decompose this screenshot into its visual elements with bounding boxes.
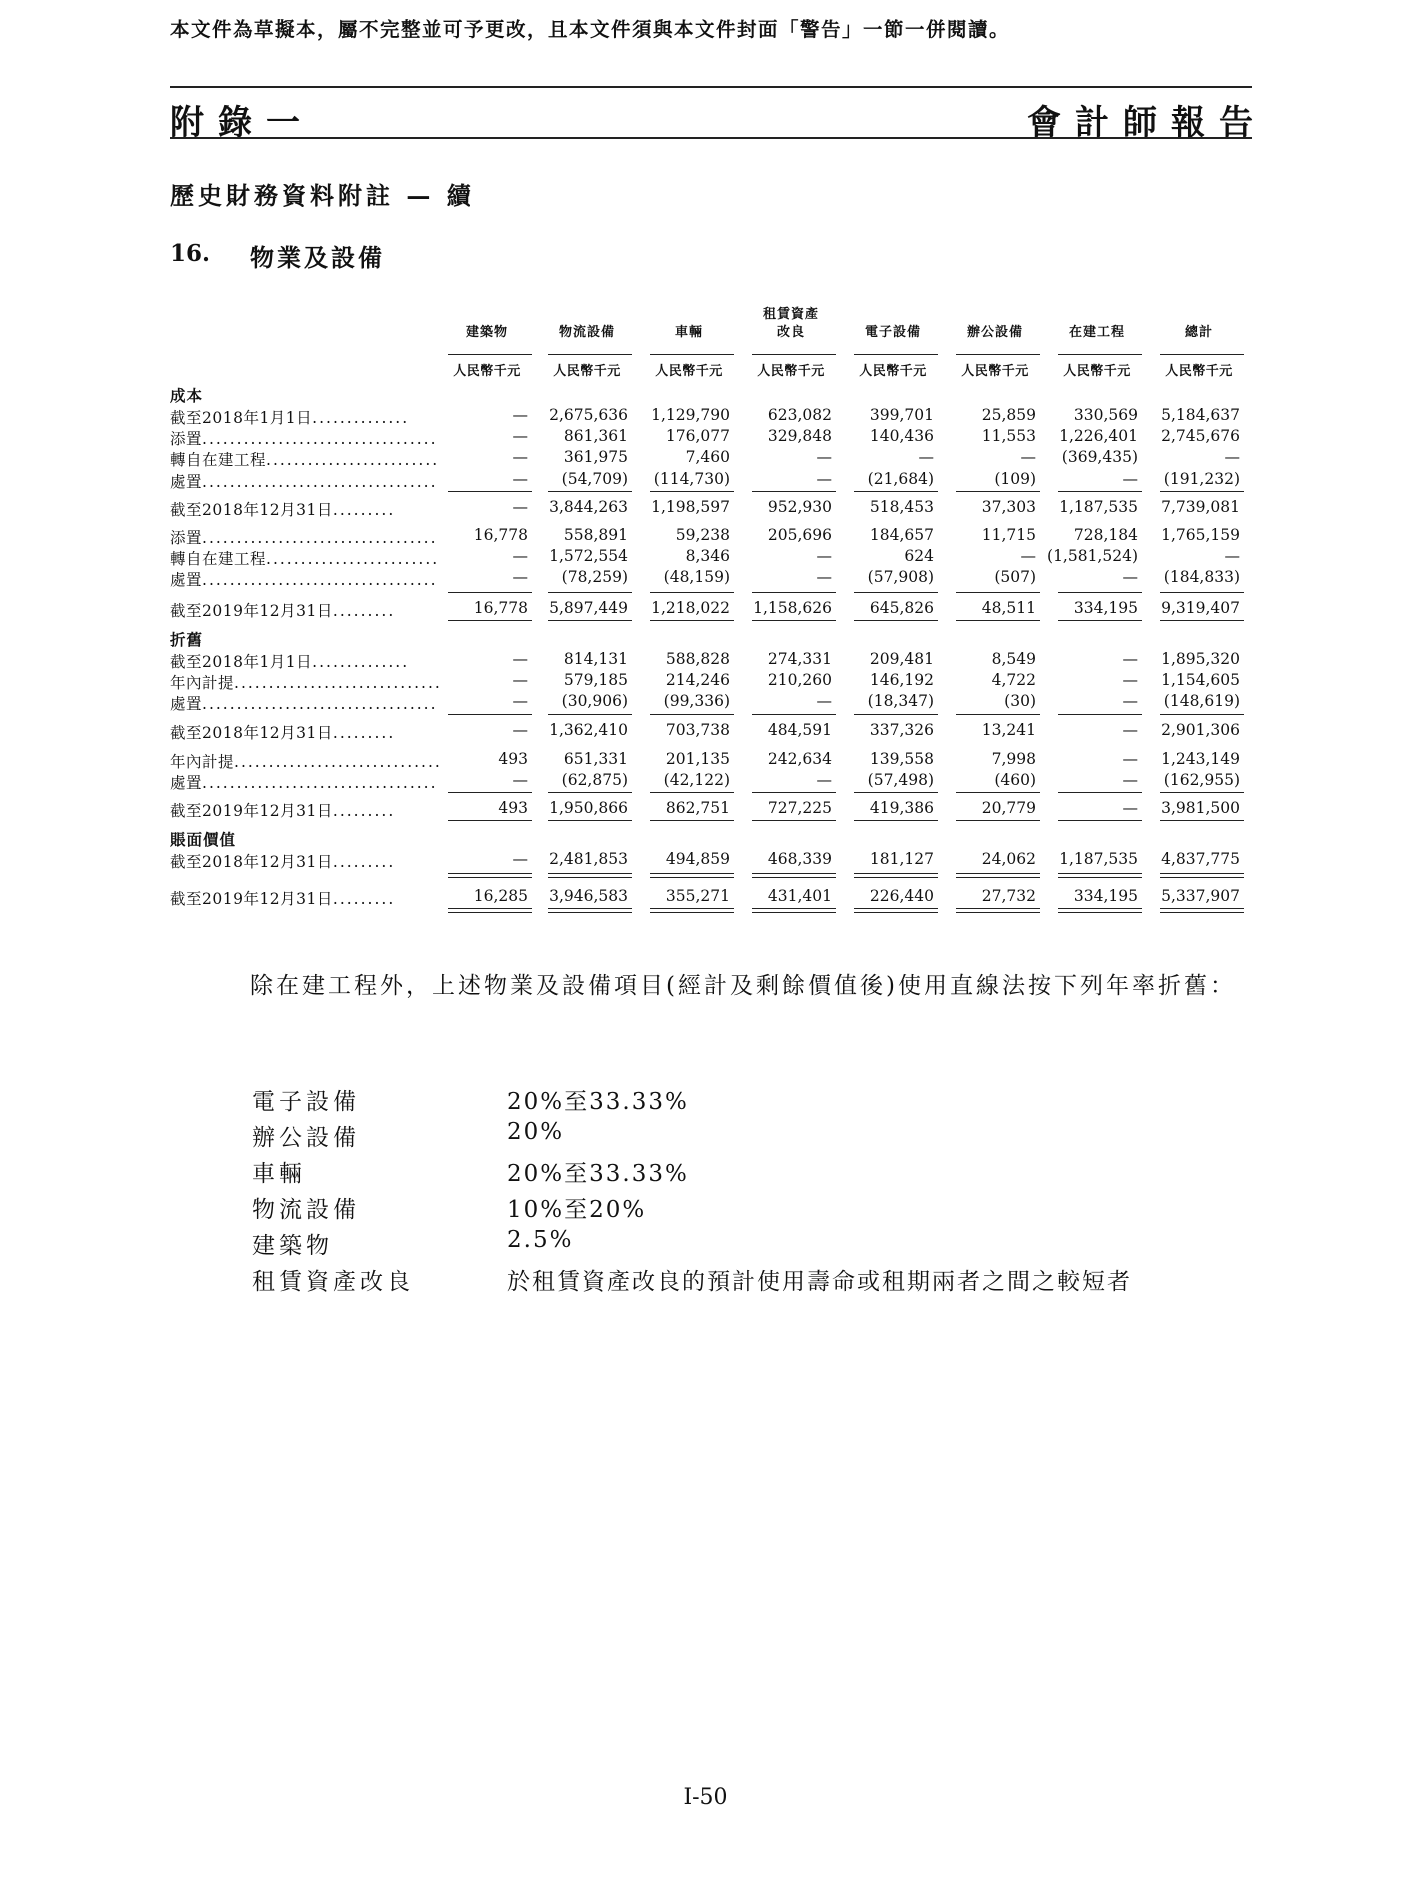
table-cell: 5,897,449 [549, 599, 628, 617]
table-cell: 1,187,535 [1059, 850, 1138, 868]
table-cell: (1,581,524) [1047, 547, 1138, 565]
table-cell: — [816, 448, 832, 466]
total-double-rule [854, 908, 938, 913]
table-cell: — [816, 547, 832, 565]
row-label-text: 年內計提 [170, 674, 235, 692]
row-label [170, 498, 395, 520]
table-cell: (57,498) [867, 771, 934, 789]
total-double-rule [956, 873, 1040, 878]
table-cell: 214,246 [665, 671, 730, 689]
table-cell: 1,218,022 [651, 599, 730, 617]
draft-disclaimer: 本文件為草擬本，屬不完整並可予更改，且本文件須與本文件封面「警告」一節一併閱讀。 [170, 18, 1011, 41]
table-cell: 3,981,500 [1161, 799, 1240, 817]
table-cell: — [816, 771, 832, 789]
subtotal-rule [956, 792, 1040, 793]
table-cell: 493 [498, 799, 528, 817]
leader-dots: .............................. [234, 674, 442, 692]
rate-value: 20% [507, 1119, 565, 1145]
total-double-rule [548, 908, 632, 913]
table-cell: (162,955) [1163, 771, 1240, 789]
rate-category: 租賃資產改良 [252, 1269, 414, 1295]
subtotal-rule [448, 714, 532, 715]
row-label [170, 721, 395, 743]
table-cell: 209,481 [869, 650, 934, 668]
table-cell: — [512, 406, 528, 424]
subtotal-rule [1160, 491, 1244, 492]
table-cell: 727,225 [767, 799, 832, 817]
leader-dots: .................................. [202, 473, 438, 491]
table-cell: 651,331 [563, 750, 628, 768]
table-cell: (507) [994, 568, 1036, 586]
row-label [170, 887, 395, 909]
row-label-text: 添置 [170, 529, 203, 547]
column-header: 總計 [1184, 325, 1213, 340]
subtotal-rule [448, 792, 532, 793]
table-cell: 5,337,907 [1161, 887, 1240, 905]
table-cell: 8,346 [685, 547, 730, 565]
table-cell: — [918, 448, 934, 466]
table-cell: 1,154,605 [1161, 671, 1240, 689]
subtotal-rule [650, 491, 734, 492]
table-cell: 493 [498, 750, 528, 768]
column-unit-rule [1160, 354, 1244, 355]
subtotal-rule [548, 592, 632, 593]
table-cell: (114,730) [653, 470, 730, 488]
table-cell: — [512, 692, 528, 710]
table-cell: 274,331 [767, 650, 832, 668]
table-cell: 59,238 [675, 526, 730, 544]
table-cell: 1,362,410 [549, 721, 628, 739]
column-header: 建築物 [465, 325, 508, 340]
total-double-rule [650, 873, 734, 878]
table-cell: 579,185 [563, 671, 628, 689]
rate-value: 10%至20% [507, 1197, 647, 1223]
table-cell: 494,859 [665, 850, 730, 868]
table-cell: (369,435) [1061, 448, 1138, 466]
table-cell: — [1020, 547, 1036, 565]
total-double-rule [548, 873, 632, 878]
table-cell: 431,401 [767, 887, 832, 905]
subtotal-rule [752, 820, 836, 821]
column-unit-rule [1058, 354, 1142, 355]
table-cell: 1,950,866 [549, 799, 628, 817]
subtotal-rule [548, 620, 632, 621]
subtotal-rule [854, 820, 938, 821]
column-header: 物流設備 [558, 325, 615, 340]
subtotal-rule [448, 620, 532, 621]
table-cell: 484,591 [767, 721, 832, 739]
leader-dots: ......... [332, 724, 396, 742]
table-cell: 399,701 [869, 406, 934, 424]
column-header: 辦公設備 [966, 325, 1023, 340]
subtotal-rule [650, 714, 734, 715]
subtotal-rule [650, 820, 734, 821]
leader-dots: .................................. [202, 430, 438, 448]
table-cell: 146,192 [869, 671, 934, 689]
subtotal-rule [1160, 620, 1244, 621]
table-cell: 1,895,320 [1161, 650, 1240, 668]
table-cell: (54,709) [561, 470, 628, 488]
leader-dots: ......................... [266, 451, 440, 469]
table-cell: 624 [904, 547, 934, 565]
leader-dots: ......... [332, 501, 396, 519]
leader-dots: .............. [312, 653, 410, 671]
total-double-rule [1160, 908, 1244, 913]
table-cell: (191,232) [1163, 470, 1240, 488]
table-cell: 4,837,775 [1161, 850, 1240, 868]
depreciation-paragraph: 除在建工程外，上述物業及設備項目(經計及剩餘價值後)使用直線法按下列年率折舊： [250, 973, 1236, 999]
subtotal-rule [650, 592, 734, 593]
total-double-rule [752, 873, 836, 878]
table-cell: — [512, 671, 528, 689]
table-cell: 27,732 [981, 887, 1036, 905]
group-title-cost: 成本 [170, 386, 204, 405]
subtotal-rule [1160, 792, 1244, 793]
table-cell: 140,436 [869, 427, 934, 445]
table-cell: — [1122, 721, 1138, 739]
subtotal-rule [752, 491, 836, 492]
table-cell: (62,875) [561, 771, 628, 789]
column-unit: 人民幣千元 [453, 364, 521, 379]
row-label [170, 599, 395, 621]
subtotal-rule [752, 792, 836, 793]
subtotal-rule [1160, 714, 1244, 715]
column-unit: 人民幣千元 [1063, 364, 1131, 379]
table-cell: — [512, 448, 528, 466]
table-cell: 20,779 [981, 799, 1036, 817]
column-unit: 人民幣千元 [859, 364, 927, 379]
table-cell: 952,930 [767, 498, 832, 516]
row-label [170, 650, 409, 672]
table-cell: 468,339 [767, 850, 832, 868]
table-cell: 210,260 [767, 671, 832, 689]
table-cell: 355,271 [665, 887, 730, 905]
table-cell: 518,453 [869, 498, 934, 516]
table-cell: 226,440 [869, 887, 934, 905]
column-unit: 人民幣千元 [553, 364, 621, 379]
table-cell: 1,187,535 [1059, 498, 1138, 516]
subtotal-rule [448, 820, 532, 821]
table-cell: 1,158,626 [753, 599, 832, 617]
column-unit: 人民幣千元 [961, 364, 1029, 379]
table-cell: — [512, 427, 528, 445]
total-double-rule [956, 908, 1040, 913]
total-double-rule [448, 873, 532, 878]
column-header: 電子設備 [864, 325, 921, 340]
table-cell: — [512, 650, 528, 668]
subtotal-rule [1058, 714, 1142, 715]
table-cell: — [816, 470, 832, 488]
row-label-text: 年內計提 [170, 753, 235, 771]
table-cell: (460) [994, 771, 1036, 789]
table-cell: (78,259) [561, 568, 628, 586]
table-cell: 11,553 [981, 427, 1036, 445]
total-double-rule [1058, 873, 1142, 878]
table-cell: — [816, 692, 832, 710]
table-cell: — [1224, 547, 1240, 565]
column-unit-rule [956, 354, 1040, 355]
table-cell: 623,082 [767, 406, 832, 424]
total-double-rule [1160, 873, 1244, 878]
column-unit: 人民幣千元 [1165, 364, 1233, 379]
row-label-text: 截至2018年12月31日 [170, 501, 333, 519]
table-cell: 16,285 [473, 887, 528, 905]
table-cell: — [512, 850, 528, 868]
note-number: 16. [170, 240, 211, 267]
table-cell: 1,226,401 [1059, 427, 1138, 445]
subtotal-rule [854, 620, 938, 621]
subtotal-rule [956, 714, 1040, 715]
row-label-text: 截至2019年12月31日 [170, 890, 333, 908]
row-label-text: 截至2019年12月31日 [170, 802, 333, 820]
column-unit: 人民幣千元 [757, 364, 825, 379]
subtotal-rule [752, 592, 836, 593]
table-cell: 329,848 [767, 427, 832, 445]
column-header: 在建工程 [1068, 325, 1125, 340]
table-cell: 37,303 [981, 498, 1036, 516]
row-label-text: 轉自在建工程 [170, 550, 267, 568]
table-cell: 3,946,583 [549, 887, 628, 905]
table-cell: 1,572,554 [549, 547, 628, 565]
total-double-rule [854, 873, 938, 878]
appendix-title: 附錄一 [170, 103, 314, 143]
column-unit-rule [752, 354, 836, 355]
table-cell: 728,184 [1073, 526, 1138, 544]
total-double-rule [448, 908, 532, 913]
subtotal-rule [548, 491, 632, 492]
table-cell: (30,906) [561, 692, 628, 710]
row-label-text: 處置 [170, 774, 203, 792]
subtotal-rule [548, 820, 632, 821]
rate-category: 建築物 [252, 1233, 333, 1259]
rate-category: 車輛 [252, 1161, 306, 1187]
table-cell: (99,336) [663, 692, 730, 710]
table-cell: (30) [1004, 692, 1036, 710]
leader-dots: ......... [332, 802, 396, 820]
table-cell: 5,184,637 [1161, 406, 1240, 424]
table-cell: 703,738 [665, 721, 730, 739]
table-cell: — [512, 498, 528, 516]
subtotal-rule [650, 620, 734, 621]
rate-value: 於租賃資產改良的預計使用壽命或租期兩者之間之較短者 [507, 1269, 1132, 1295]
table-cell: (48,159) [663, 568, 730, 586]
table-cell: 13,241 [981, 721, 1036, 739]
table-cell: — [1122, 692, 1138, 710]
table-cell: 1,765,159 [1161, 526, 1240, 544]
subtotal-rule [956, 491, 1040, 492]
total-double-rule [650, 908, 734, 913]
table-cell: 419,386 [869, 799, 934, 817]
group-title-depreciation: 折舊 [170, 630, 204, 649]
subtotal-rule [854, 491, 938, 492]
table-cell: 2,901,306 [1161, 721, 1240, 739]
leader-dots: ......... [332, 890, 396, 908]
table-cell: 176,077 [665, 427, 730, 445]
table-cell: (148,619) [1163, 692, 1240, 710]
column-unit-rule [548, 354, 632, 355]
row-label-text: 添置 [170, 430, 203, 448]
table-cell: 24,062 [981, 850, 1036, 868]
table-cell: 2,675,636 [549, 406, 628, 424]
rate-value: 2.5% [507, 1227, 574, 1253]
subtotal-rule [956, 820, 1040, 821]
subtotal-rule [1058, 620, 1142, 621]
table-cell: (42,122) [663, 771, 730, 789]
subtotal-rule [1160, 820, 1244, 821]
column-unit-rule [448, 354, 532, 355]
table-cell: — [816, 568, 832, 586]
leader-dots: ......... [332, 602, 396, 620]
column-header: 車輛 [674, 325, 703, 340]
subtotal-rule [548, 714, 632, 715]
table-cell: 1,243,149 [1161, 750, 1240, 768]
table-cell: 201,135 [665, 750, 730, 768]
subtotal-rule [1160, 592, 1244, 593]
table-cell: 181,127 [869, 850, 934, 868]
rate-value: 20%至33.33% [507, 1161, 689, 1187]
row-label-text: 截至2018年12月31日 [170, 853, 333, 871]
subtotal-rule [548, 792, 632, 793]
subtotal-rule [956, 592, 1040, 593]
row-label-text: 處置 [170, 473, 203, 491]
table-cell: 337,326 [869, 721, 934, 739]
table-cell: (21,684) [867, 470, 934, 488]
row-label-text: 截至2018年1月1日 [170, 409, 313, 427]
table-cell: 330,569 [1073, 406, 1138, 424]
table-cell: 558,891 [563, 526, 628, 544]
table-cell: — [1122, 750, 1138, 768]
table-cell: — [512, 470, 528, 488]
subtotal-rule [650, 792, 734, 793]
subtotal-rule [1058, 792, 1142, 793]
table-cell: — [512, 771, 528, 789]
row-label-text: 截至2018年1月1日 [170, 653, 313, 671]
table-cell: — [1122, 470, 1138, 488]
table-cell: — [1122, 650, 1138, 668]
table-cell: — [1020, 448, 1036, 466]
row-label-text: 截至2018年12月31日 [170, 724, 333, 742]
table-cell: 8,549 [991, 650, 1036, 668]
table-cell: (184,833) [1163, 568, 1240, 586]
table-cell: 25,859 [981, 406, 1036, 424]
table-cell: 2,745,676 [1161, 427, 1240, 445]
table-cell: 242,634 [767, 750, 832, 768]
subtotal-rule [1058, 820, 1142, 821]
row-label-text: 截至2019年12月31日 [170, 602, 333, 620]
table-cell: 1,129,790 [651, 406, 730, 424]
row-label [170, 799, 395, 821]
subtotal-rule [448, 592, 532, 593]
table-cell: 16,778 [473, 599, 528, 617]
column-unit: 人民幣千元 [655, 364, 723, 379]
subtotal-rule [1058, 592, 1142, 593]
table-cell: 11,715 [981, 526, 1036, 544]
subtotal-rule [956, 620, 1040, 621]
leader-dots: .................................. [202, 695, 438, 713]
table-cell: 861,361 [563, 427, 628, 445]
column-header: 租賃資產 改良 [762, 307, 819, 340]
subtotal-rule [448, 491, 532, 492]
table-cell: 7,998 [991, 750, 1036, 768]
table-cell: — [512, 547, 528, 565]
row-label-text: 處置 [170, 571, 203, 589]
table-cell: 645,826 [869, 599, 934, 617]
subtotal-rule [854, 714, 938, 715]
table-cell: 2,481,853 [549, 850, 628, 868]
table-cell: 48,511 [981, 599, 1036, 617]
leader-dots: ......... [332, 853, 396, 871]
note-title: 物業及設備 [250, 243, 385, 272]
group-title-carrying: 賬面價值 [170, 830, 237, 849]
column-unit-rule [650, 354, 734, 355]
table-cell: 3,844,263 [549, 498, 628, 516]
table-cell: 588,828 [665, 650, 730, 668]
rate-value: 20%至33.33% [507, 1089, 689, 1115]
table-cell: — [1224, 448, 1240, 466]
table-cell: — [1122, 671, 1138, 689]
table-cell: 862,751 [665, 799, 730, 817]
table-cell: — [512, 568, 528, 586]
leader-dots: .............................. [234, 753, 442, 771]
leader-dots: .................................. [202, 571, 438, 589]
rate-category: 物流設備 [252, 1197, 360, 1223]
table-cell: — [512, 721, 528, 739]
row-label [170, 850, 395, 872]
table-cell: 7,739,081 [1161, 498, 1240, 516]
subtotal-rule [752, 714, 836, 715]
total-double-rule [752, 908, 836, 913]
total-double-rule [1058, 908, 1142, 913]
column-unit-rule [854, 354, 938, 355]
leader-dots: .................................. [202, 774, 438, 792]
subtotal-rule [752, 620, 836, 621]
table-cell: 334,195 [1073, 887, 1138, 905]
report-title: 會計師報告 [1027, 103, 1267, 143]
rate-category: 電子設備 [252, 1089, 360, 1115]
table-cell: (109) [994, 470, 1036, 488]
rate-category: 辦公設備 [252, 1125, 360, 1151]
table-cell: 4,722 [991, 671, 1036, 689]
table-cell: 16,778 [473, 526, 528, 544]
row-label-text: 轉自在建工程 [170, 451, 267, 469]
subtotal-rule [1058, 491, 1142, 492]
row-label [170, 406, 409, 428]
table-cell: 814,131 [563, 650, 628, 668]
subtotal-rule [854, 792, 938, 793]
row-label-text: 處置 [170, 695, 203, 713]
leader-dots: ......................... [266, 550, 440, 568]
table-cell: 9,319,407 [1161, 599, 1240, 617]
leader-dots: .............. [312, 409, 410, 427]
table-cell: 361,975 [563, 448, 628, 466]
table-cell: — [1122, 799, 1138, 817]
leader-dots: .................................. [202, 529, 438, 547]
table-cell: 205,696 [767, 526, 832, 544]
table-cell: — [1122, 568, 1138, 586]
section-title: 歷史財務資料附註 — 續 [170, 181, 475, 210]
table-cell: (57,908) [867, 568, 934, 586]
table-cell: (18,347) [867, 692, 934, 710]
table-cell: — [1122, 771, 1138, 789]
table-cell: 139,558 [869, 750, 934, 768]
table-cell: 7,460 [685, 448, 730, 466]
table-cell: 1,198,597 [651, 498, 730, 516]
subtotal-rule [854, 592, 938, 593]
page-number: I-50 [683, 1785, 728, 1810]
table-cell: 184,657 [869, 526, 934, 544]
table-cell: 334,195 [1073, 599, 1138, 617]
